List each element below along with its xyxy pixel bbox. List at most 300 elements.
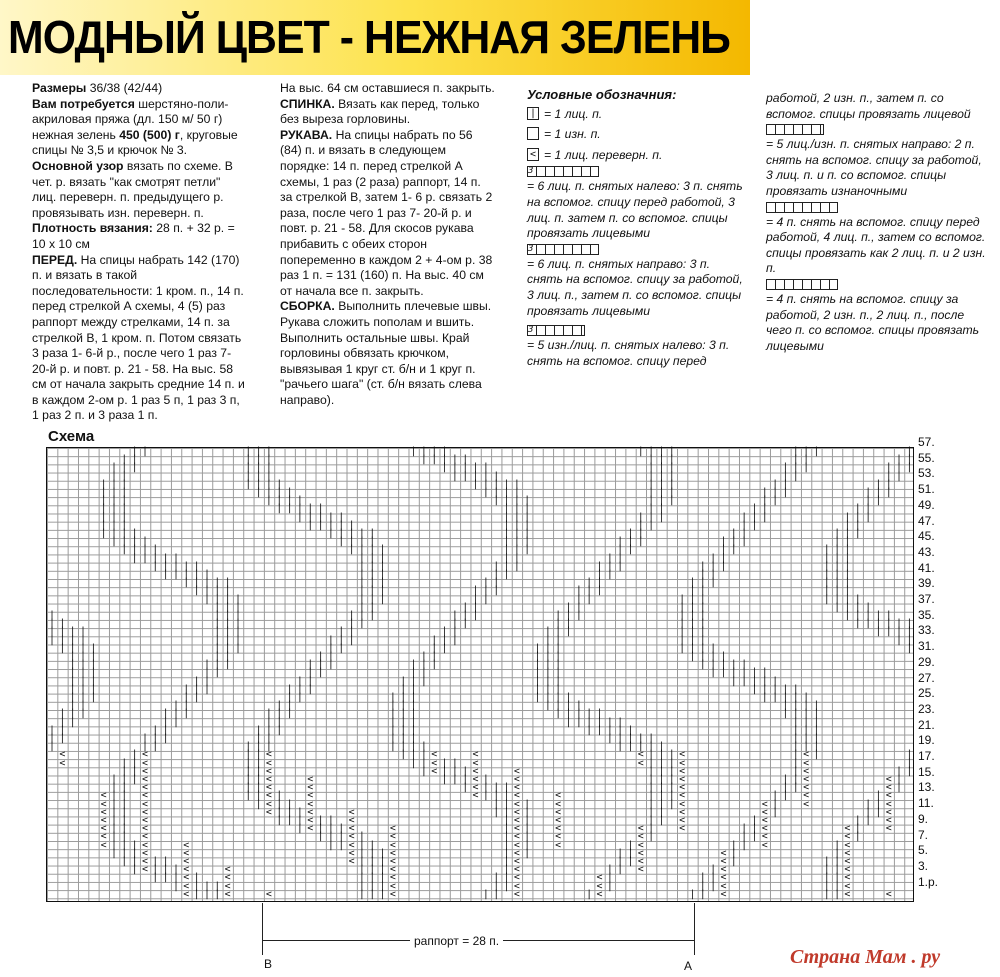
chart-stitch-mark: | [358,601,365,613]
chart-stitch-mark: < [265,757,272,769]
chart-stitch-mark: < [100,798,107,810]
back-text: Вязать как перед, только без выреза горловины. [280,96,480,127]
chart-stitch-mark: < [141,765,148,777]
chart-stitch-mark: | [276,708,283,720]
chart-stitch-mark: | [834,560,841,572]
chart-stitch-mark: < [224,864,231,876]
chart-stitch-mark: | [865,503,872,515]
chart-stitch-mark: | [513,503,520,515]
chart-stitch-mark: | [193,872,200,884]
chart-stitch-mark: < [472,749,479,761]
chart-stitch-mark: | [152,724,159,736]
row-label: 33. [918,623,935,638]
chart-stitch-mark: | [534,659,541,671]
chart-stitch-mark: | [451,765,458,777]
chart-stitch-mark: | [720,544,727,556]
chart-stitch-mark: | [358,880,365,892]
chart-stitch-mark: | [348,634,355,646]
chart-stitch-mark: | [493,798,500,810]
chart-stitch-mark: | [544,659,551,671]
chart-stitch-mark: | [255,446,262,457]
chart-stitch-mark: | [503,806,510,818]
chart-stitch-mark: | [141,741,148,753]
chart-stitch-mark: | [462,601,469,613]
chart-stitch-mark: | [348,610,355,621]
chart-stitch-mark: | [741,519,748,531]
chart-stitch-mark: < [720,872,727,884]
chart-stitch-mark: | [338,528,345,539]
chart-stitch-mark: | [596,724,603,736]
chart-stitch-mark: | [121,544,128,556]
chart-stitch-mark: < [141,798,148,810]
chart-stitch-mark: | [906,618,913,630]
chart-stitch-mark: | [358,847,365,859]
chart-stitch-mark: | [203,675,210,687]
chart-stitch-mark: < [100,839,107,851]
chart-stitch-mark: | [131,544,138,556]
chart-stitch-mark: | [121,765,128,777]
chart-stitch-mark: | [214,610,221,621]
chart-stitch-mark: | [617,864,624,876]
chart-stitch-mark: | [772,487,779,498]
chart-stitch-mark: | [772,495,779,507]
chart-stitch-mark: | [648,765,655,777]
chart-stitch-mark: | [410,700,417,712]
chart-stitch-mark: | [544,642,551,654]
chart-stitch-mark: | [493,560,500,572]
chart-stitch-mark: < [265,765,272,777]
chart-stitch-mark: | [493,487,500,498]
chart-stitch-mark: | [544,683,551,695]
row-label: 15. [918,764,935,779]
chart-stitch-mark: | [668,749,675,761]
chart-stitch-mark: | [844,585,851,597]
chart-stitch-mark: < [348,823,355,835]
chart-stitch-mark: | [348,618,355,630]
chart-stitch-mark: | [524,536,531,548]
chart-stitch-mark: | [658,749,665,761]
row-label: 21. [918,717,935,732]
chart-stitch-mark: | [586,577,593,589]
chart-stitch-mark: < [431,757,438,769]
rapport-label: раппорт = 28 п. [410,934,503,948]
chart-stitch-mark: | [741,823,748,835]
chart-stitch-mark: | [152,864,159,876]
chart-stitch-mark: | [410,692,417,703]
chart-stitch-mark: | [565,692,572,703]
chart-stitch-mark: | [503,487,510,498]
chart-stitch-mark: | [400,700,407,712]
chart-stitch-mark: | [255,454,262,466]
chart-stitch-mark: | [482,888,489,900]
chart-stitch-mark: | [358,831,365,843]
chart-stitch-mark: < [141,856,148,867]
chart-stitch-mark: | [503,528,510,539]
chart-stitch-mark: | [606,716,613,728]
chart-stitch-mark: | [534,651,541,662]
chart-stitch-mark: | [110,782,117,794]
chart-stitch-mark: | [441,765,448,777]
chart-stitch-mark: | [782,470,789,482]
chart-stitch-mark: | [710,642,717,654]
chart-stitch-mark: | [348,528,355,539]
row-label: 3. [918,858,929,873]
chart-stitch-mark: | [286,798,293,810]
chart-stitch-mark: < [389,823,396,835]
chart-stitch-mark: < [885,782,892,794]
legend-title: Условные обозначния: [527,87,677,102]
chart-stitch-mark: | [110,528,117,539]
chart-stitch-mark: | [668,446,675,457]
chart-stitch-mark: | [193,683,200,695]
chart-stitch-mark: | [782,774,789,785]
chart-stitch-mark: | [741,667,748,679]
chart-stitch-mark: | [761,683,768,695]
chart-stitch-mark: | [296,815,303,826]
chart-stitch-mark: | [358,839,365,851]
chart-stitch-mark: | [844,560,851,572]
chart-stitch-mark: | [679,618,686,630]
chart-stitch-mark: | [121,782,128,794]
chart-stitch-mark: | [834,880,841,892]
chart-stitch-mark: | [699,872,706,884]
chart-stitch-mark: | [710,880,717,892]
chart-stitch-mark: < [637,847,644,859]
chart-stitch-mark: | [296,511,303,523]
chart-stitch-mark: | [214,659,221,671]
chart-stitch-mark: | [668,765,675,777]
chart-stitch-mark: | [90,642,97,654]
chart-stitch-mark: | [121,487,128,498]
chart-stitch-mark: | [648,815,655,826]
chart-stitch-mark: | [451,610,458,621]
chart-stitch-mark: < [555,823,562,835]
chart-stitch-mark: | [803,733,810,744]
chart-stitch-mark: | [245,790,252,802]
chart-stitch-mark: | [699,577,706,589]
chart-stitch-mark: | [121,503,128,515]
chart-stitch-mark: | [575,700,582,712]
chart-stitch-mark: | [338,839,345,851]
need-label: Вам потребуется [32,96,135,111]
chart-stitch-mark: | [730,528,737,539]
chart-stitch-mark: | [699,593,706,605]
chart-stitch-mark: | [730,675,737,687]
chart-stitch-mark: | [265,708,272,720]
chart-stitch-mark: | [627,528,634,539]
chart-stitch-mark: | [803,454,810,466]
chart-stitch-mark: | [121,495,128,507]
chart-stitch-mark: | [792,446,799,457]
chart-stitch-mark: | [834,872,841,884]
chart-stitch-mark: | [327,815,334,826]
chart-stitch-mark: | [865,495,872,507]
chart-stitch-mark: | [110,806,117,818]
chart-stitch-mark: | [596,708,603,720]
chart-stitch-mark: | [462,765,469,777]
chart-stitch-mark: | [121,528,128,539]
chart-stitch-mark: | [648,790,655,802]
chart-stitch-mark: | [79,659,87,671]
chart-stitch-mark: | [152,872,159,884]
chart-stitch-mark: | [245,741,252,753]
chart-stitch-mark: | [586,593,593,605]
chart-stitch-mark: | [617,716,624,728]
chart-stitch-mark: | [617,536,624,548]
chart-stitch-mark: | [100,487,107,498]
chart-stitch-mark: | [379,880,386,892]
chart-stitch-mark: | [121,774,128,785]
chart-stitch-mark: < [431,765,438,777]
legend-item-cable-front-4: = 4 п. снять на вспомог. спицу перед работой, 4 лиц. п., затем со вспомог. спицы провязать как 2 лиц. п. и 2 изн. п. [766,214,986,276]
chart-stitch-mark: | [69,659,76,671]
chart-stitch-mark: | [317,519,324,531]
chart-stitch-mark: | [865,610,872,621]
chart-stitch-mark: | [854,519,861,531]
chart-stitch-mark: | [121,454,128,466]
chart-stitch-mark: | [400,724,407,736]
chart-stitch-mark: | [121,519,128,531]
chart-stitch-mark: | [772,683,779,695]
chart-stitch-mark: < [141,782,148,794]
chart-stitch-mark: | [90,675,97,687]
chart-stitch-mark: | [813,733,820,744]
chart-stitch-mark: | [245,749,252,761]
row-label: 31. [918,639,935,654]
chart-stitch-mark: | [369,872,376,884]
chart-stitch-mark: < [100,790,107,802]
chart-stitch-mark: | [327,659,334,671]
chart-stitch-mark: | [751,511,758,523]
chart-stitch-mark: | [327,634,334,646]
chart-stitch-mark: | [885,487,892,498]
chart-stitch-mark: | [668,470,675,482]
chart-stitch-mark: < [224,888,231,900]
chart-stitch-mark: | [710,560,717,572]
chart-stitch-mark: < [141,806,148,818]
chart-stitch-mark: < [224,880,231,892]
chart-stitch-mark: | [379,560,386,572]
chart-stitch-mark: | [203,659,210,671]
chart-stitch-mark: | [875,798,882,810]
chart-stitch-mark: | [834,847,841,859]
chart-stitch-mark: | [162,560,169,572]
chart-stitch-mark: | [110,536,117,548]
chart-stitch-mark: | [906,446,913,457]
chart-stitch-mark: | [193,585,200,597]
row-label: 51. [918,482,935,497]
chart-stitch-mark: < [307,774,314,785]
chart-stitch-mark: | [441,626,448,638]
chart-stitch-mark: | [555,651,562,662]
chart-stitch-mark: | [586,708,593,720]
chart-stitch-mark: | [286,692,293,703]
chart-stitch-mark: | [792,716,799,728]
chart-stitch-mark: | [265,446,272,457]
chart-stitch-mark: | [276,478,283,490]
legend-continuation: работой, 2 изн. п., затем п. со вспомог. спицы провязать лицевой [766,91,971,121]
chart-stitch-mark: | [513,495,520,507]
chart-stitch-mark: | [358,560,365,572]
chart-stitch-mark: | [803,724,810,736]
chart-stitch-mark: | [214,618,221,630]
chart-stitch-mark: | [513,552,520,564]
chart-stitch-mark: | [699,888,706,900]
chart-stitch-mark: | [451,618,458,630]
chart-stitch-mark: | [131,454,138,466]
chart-stitch-mark: | [834,569,841,580]
chart-stitch-mark: | [679,642,686,654]
chart-stitch-mark: | [792,683,799,695]
row-label: 57. [918,435,935,449]
chart-stitch-mark: | [369,569,376,580]
chart-stitch-mark: | [720,651,727,662]
chart-stitch-mark: < [803,765,810,777]
chart-stitch-mark: | [493,872,500,884]
chart-stitch-mark: | [679,601,686,613]
chart-stitch-mark: | [503,864,510,876]
chart-stitch-mark: | [668,782,675,794]
chart-stitch-mark: | [420,651,427,662]
chart-stitch-mark: | [679,593,686,605]
chart-stitch-mark: < [596,880,603,892]
chart-stitch-mark: | [648,741,655,753]
chart-stitch-mark: | [689,888,696,900]
chart-stitch-mark: | [255,470,262,482]
chart-stitch-mark: | [699,569,706,580]
chart-stitch-mark: | [834,536,841,548]
chart-stitch-mark: | [730,847,737,859]
chart-stitch-mark: | [110,823,117,835]
chart-stitch-mark: | [369,888,376,900]
chart-stitch-mark: | [110,487,117,498]
chart-stitch-mark: < [141,774,148,785]
chart-stitch-mark: < [307,806,314,818]
chart-stitch-mark: | [751,831,758,843]
chart-stitch-mark: | [575,601,582,613]
chart-stitch-mark: | [668,495,675,507]
chart-stitch-mark: | [286,815,293,826]
chart-stitch-mark: | [307,683,314,695]
chart-stitch-mark: | [234,601,241,613]
chart-stitch-mark: < [885,815,892,826]
chart-stitch-mark: | [110,495,117,507]
chart-stitch-mark: | [503,569,510,580]
chart-stitch-mark: | [617,741,624,753]
chart-stitch-mark: | [79,642,87,654]
chart-stitch-mark: | [131,774,138,785]
chart-stitch-mark: | [389,716,396,728]
chart-stitch-mark: | [317,651,324,662]
chart-stitch-mark: | [172,872,179,884]
chart-stitch-mark: | [49,741,56,753]
chart-stitch-mark: | [379,856,386,867]
chart-stitch-mark: | [462,782,469,794]
chart-stitch-mark: | [49,618,56,630]
chart-stitch-mark: < [141,790,148,802]
chart-stitch-mark: < [513,782,520,794]
chart-stitch-mark: | [327,642,334,654]
chart-stitch-mark: | [245,446,252,457]
chart-stitch-mark: | [431,651,438,662]
chart-stitch-mark: | [844,511,851,523]
chart-stitch-mark: | [730,856,737,867]
chart-stitch-mark: | [203,585,210,597]
chart-stitch-mark: | [193,577,200,589]
chart-stitch-mark: | [741,839,748,851]
row-label: 27. [918,670,935,685]
chart-stitch-mark: | [234,634,241,646]
chart-stitch-mark: | [100,528,107,539]
chart-stitch-mark: | [565,610,572,621]
chart-stitch-mark: | [224,585,231,597]
chart-stitch-mark: | [885,478,892,490]
chart-stitch-mark: | [245,782,252,794]
chart-stitch-mark: < [100,815,107,826]
chart-stitch-mark: | [782,478,789,490]
chart-stitch-mark: | [524,495,531,507]
watermark-logo: Страна Мам . ру [790,946,941,968]
chart-stitch-mark: | [658,454,665,466]
chart-stitch-mark: | [503,847,510,859]
chart-stitch-mark: | [255,724,262,736]
chart-stitch-mark: < [844,856,851,867]
chart-stitch-mark: | [792,454,799,466]
chart-stitch-mark: | [172,864,179,876]
chart-stitch-mark: | [503,782,510,794]
chart-stitch-mark: | [121,847,128,859]
chart-stitch-mark: | [162,856,169,867]
chart-stitch-mark: | [90,651,97,662]
chart-stitch-mark: | [286,806,293,818]
chart-stitch-mark: | [431,659,438,671]
cable-right-5-symbol-icon [766,124,824,135]
chart-stitch-mark: | [379,593,386,605]
chart-stitch-mark: < [761,823,768,835]
chart-stitch-mark: | [255,733,262,744]
chart-stitch-mark: | [369,847,376,859]
chart-stitch-mark: | [689,601,696,613]
chart-stitch-mark: | [307,675,314,687]
chart-stitch-mark: | [844,569,851,580]
chart-stitch-mark: | [131,462,138,474]
chart-stitch-mark: | [400,749,407,761]
chart-stitch-mark: < [720,880,727,892]
chart-stitch-mark: | [245,470,252,482]
chart-stitch-mark: | [792,700,799,712]
chart-stitch-mark: | [131,847,138,859]
chart-stitch-mark: | [265,478,272,490]
chart-stitch-mark: < [307,798,314,810]
chart-stitch-mark: | [782,700,789,712]
chart-stitch-mark: | [348,519,355,531]
chart-stitch-mark: | [555,618,562,630]
chart-stitch-mark: | [338,831,345,843]
chart-stitch-mark: | [555,659,562,671]
chart-stitch-mark: | [224,642,231,654]
chart-stitch-mark: | [896,462,903,474]
chart-stitch-mark: < [141,749,148,761]
chart-stitch-mark: | [875,487,882,498]
chart-stitch-mark: | [410,667,417,679]
chart-stitch-mark: | [69,642,76,654]
chart-stitch-mark: | [834,552,841,564]
chart-stitch-mark: < [761,806,768,818]
chart-stitch-mark: | [896,765,903,777]
schema-label: Схема [48,428,95,445]
chart-stitch-mark: | [896,626,903,638]
chart-stitch-mark: | [534,675,541,687]
